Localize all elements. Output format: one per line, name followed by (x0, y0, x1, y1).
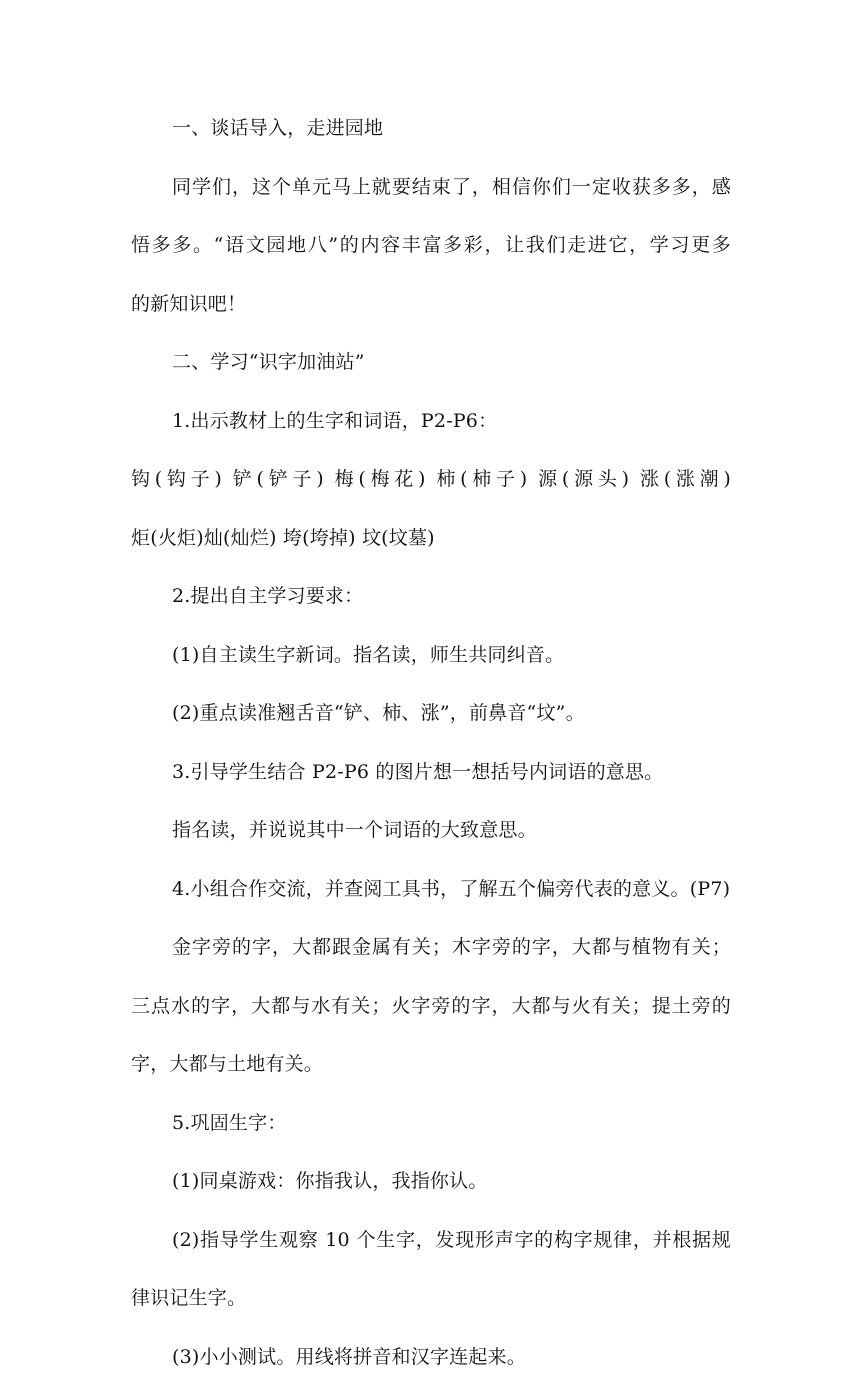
paragraph-line: 三点水的字，大都与水有关；火字旁的字，大都与火有关；提土旁的 (131, 990, 731, 1024)
paragraph-line: 同学们，这个单元马上就要结束了，相信你们一定收获多多，感 (131, 171, 731, 205)
paragraph-line: 的新知识吧！ (131, 288, 731, 322)
word-list-line: 钩(钩子) 铲(铲子) 梅(梅花) 柿(柿子) 源(源头) 涨(涨潮) (131, 463, 731, 497)
section-heading-intro: 一、谈话导入，走进园地 (131, 112, 731, 146)
word-list-line: 炬(火炬)灿(灿烂) 垮(垮掉) 坟(坟墓) (131, 522, 731, 556)
sub-list-item: (2)重点读准翘舌音“铲、柿、涨”，前鼻音“坟”。 (131, 697, 731, 731)
document-body (131, 112, 731, 1374)
list-item: 3.引导学生结合 P2-P6 的图片想一想括号内词语的意思。 (131, 756, 731, 790)
sub-list-item: (3)小小测试。用线将拼音和汉字连起来。 (131, 1341, 731, 1374)
paragraph-line: 字，大都与土地有关。 (131, 1048, 731, 1082)
list-item: 4.小组合作交流，并查阅工具书，了解五个偏旁代表的意义。(P7) (131, 873, 731, 907)
paragraph-line: 金字旁的字，大都跟金属有关；木字旁的字，大都与植物有关； (131, 931, 731, 965)
paragraph-line: 律识记生字。 (131, 1282, 731, 1316)
list-item: 1.出示教材上的生字和词语，P2-P6： (131, 405, 731, 439)
sub-list-item: (1)自主读生字新词。指名读，师生共同纠音。 (131, 639, 731, 673)
list-item: 5.巩固生字： (131, 1107, 731, 1141)
list-item: 2.提出自主学习要求： (131, 580, 731, 614)
sub-list-item: (1)同桌游戏：你指我认，我指你认。 (131, 1165, 731, 1199)
section-heading-literacy: 二、学习“识字加油站” (131, 346, 731, 380)
paragraph-line: 指名读，并说说其中一个词语的大致意思。 (131, 814, 731, 848)
sub-list-item: (2)指导学生观察 10 个生字，发现形声字的构字规律，并根据规 (131, 1224, 731, 1258)
paragraph-line: 悟多多。“语文园地八”的内容丰富多彩，让我们走进它，学习更多 (131, 229, 731, 263)
